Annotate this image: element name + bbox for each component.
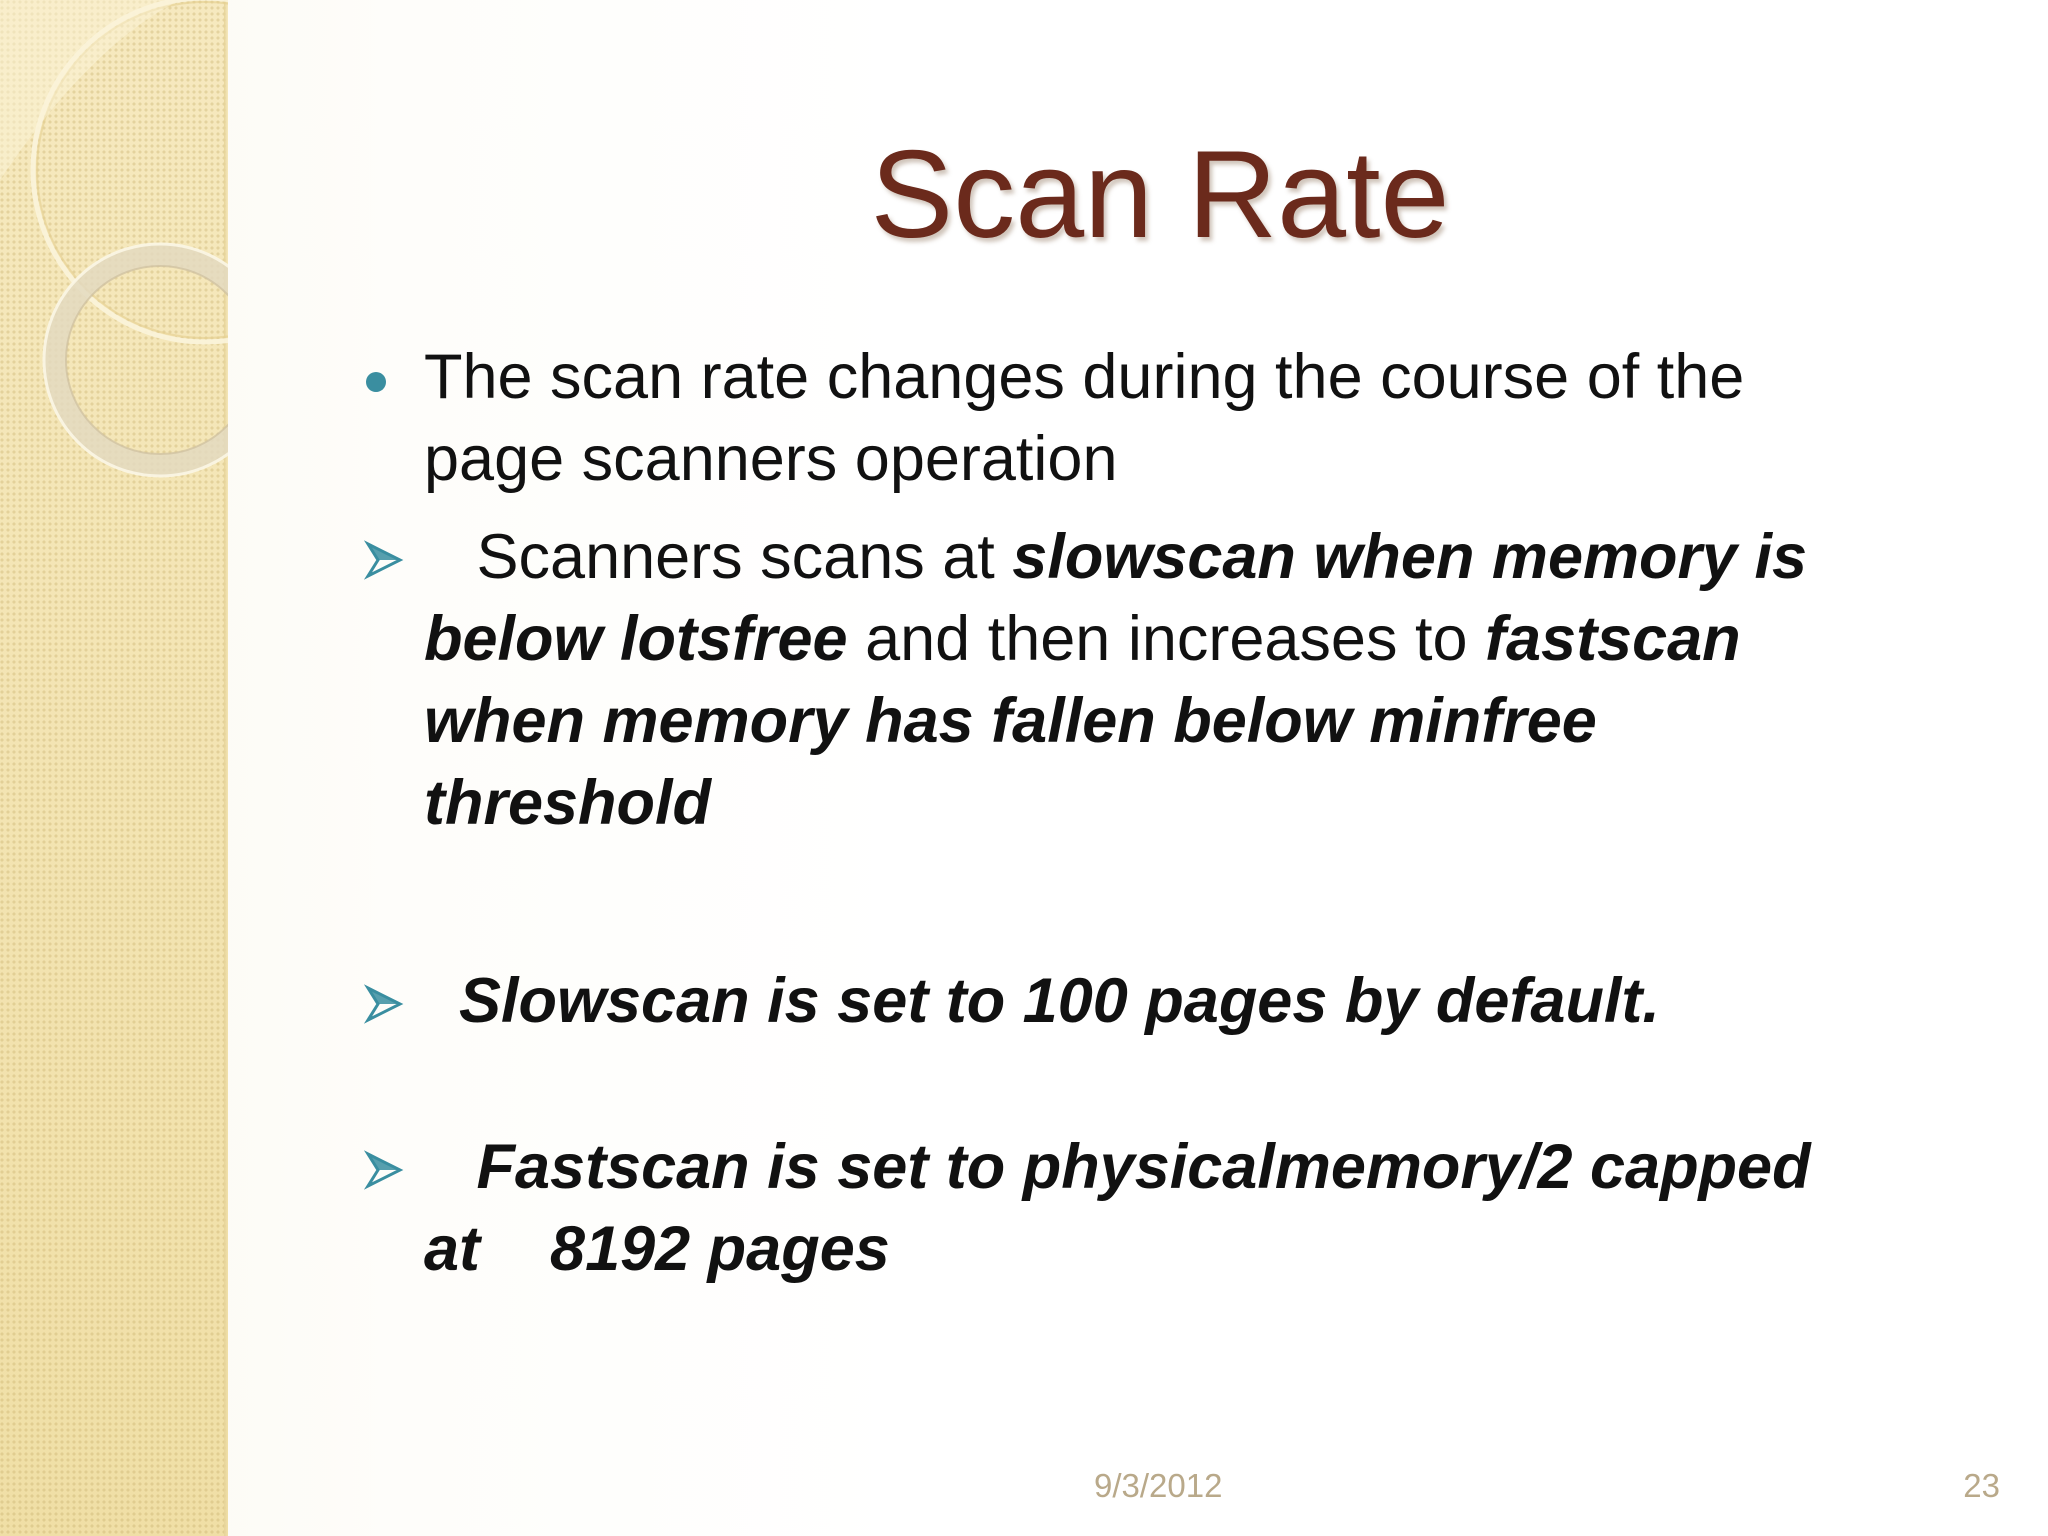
bullet-text-line (424, 960, 2004, 1042)
bullet-text-line (424, 516, 2004, 598)
slide-title: Scan Rate (870, 126, 1450, 264)
dot-bullet-icon (360, 352, 420, 412)
arrow-bullet-icon (360, 530, 420, 590)
emphasis-text: slowscan when memory is (1012, 522, 1808, 592)
emphasis-text: at 8192 pages (424, 1214, 890, 1284)
emphasis-text: Slowscan is set to 100 pages by default. (424, 966, 1660, 1036)
emphasis-text: fastscan (1485, 604, 1741, 674)
plain-text: page scanners operation (424, 424, 1118, 494)
bullet-text-line (424, 598, 2004, 680)
emphasis-text: below lotsfree (424, 604, 848, 674)
emphasis-text: threshold (424, 768, 712, 838)
plain-text: Scanners scans at (424, 522, 1013, 592)
decorative-rings-icon (0, 0, 228, 520)
bullet-text-line (424, 336, 2004, 418)
emphasis-text: Fastscan is set to physicalmemory/2 capped (424, 1132, 1811, 1202)
bullet-text-line (424, 1126, 2004, 1208)
arrow-bullet-icon (360, 1140, 420, 1200)
arrow-bullet-icon (360, 974, 420, 1034)
bullet-text-line (424, 1208, 2004, 1290)
footer-date: 9/3/2012 (1094, 1467, 1223, 1504)
plain-text: and then increases to (847, 604, 1486, 674)
bullet-text-line (424, 762, 2004, 844)
bullet-text-line (424, 680, 2004, 762)
plain-text: The scan rate changes during the course of the (424, 342, 1745, 412)
slide-number: 23 (1963, 1467, 2000, 1504)
bullet-text-line (424, 418, 2004, 500)
emphasis-text: when memory has fallen below minfree (424, 686, 1597, 756)
